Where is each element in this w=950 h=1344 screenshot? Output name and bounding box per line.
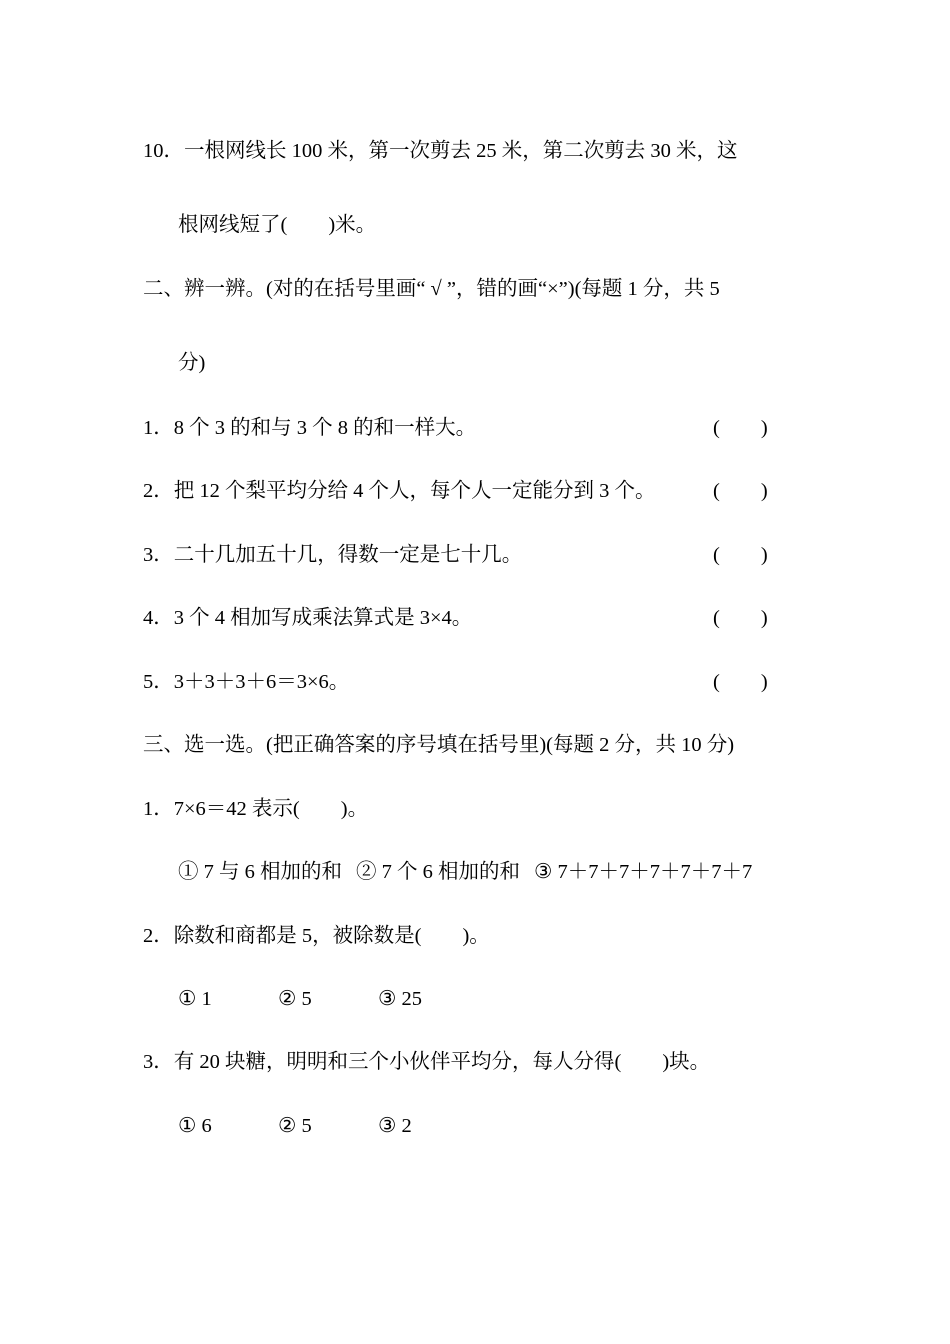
choice-question-1: 1．7×6＝42 表示( )。 bbox=[143, 798, 369, 820]
option-2[interactable]: ② 5 bbox=[278, 1115, 312, 1137]
option-3[interactable]: ③ 2 bbox=[378, 1115, 412, 1137]
section2-heading: 二、辨一辨。(对的在括号里画“ √ ”，错的画“×”)(每题 1 分，共 5 bbox=[143, 278, 720, 300]
judge-item-3: 3．二十几加五十几，得数一定是七十几。 bbox=[143, 544, 523, 566]
choice-options-1 bbox=[178, 862, 752, 883]
judge-item-5: 5．3＋3＋3＋6＝3×6。 bbox=[143, 671, 350, 693]
judge-item-1: 1．8 个 3 的和与 3 个 8 的和一样大。 bbox=[143, 417, 477, 439]
choice-question-2: 2．除数和商都是 5，被除数是( )。 bbox=[143, 925, 490, 947]
option-1[interactable]: ① 6 bbox=[178, 1115, 212, 1137]
section3-heading: 三、选一选。(把正确答案的序号填在括号里)(每题 2 分，共 10 分) bbox=[143, 734, 735, 756]
choice-question-3: 3．有 20 块糖，明明和三个小伙伴平均分，每人分得( )块。 bbox=[143, 1051, 711, 1073]
judge-answer-4[interactable]: ( ) bbox=[713, 607, 768, 629]
q10-line1: 10．一根网线长 100 米，第一次剪去 25 米，第二次剪去 30 米，这 bbox=[143, 140, 738, 162]
section2-heading-cont: 分) bbox=[178, 352, 206, 374]
option-1[interactable]: ① 1 bbox=[178, 988, 212, 1010]
option-2[interactable]: ② 7 个 6 相加的和 bbox=[356, 861, 520, 883]
option-1[interactable]: ① 7 与 6 相加的和 bbox=[178, 861, 342, 883]
q10-line2: 根网线短了( )米。 bbox=[178, 214, 377, 236]
choice-options-3 bbox=[178, 1116, 412, 1137]
judge-answer-3[interactable]: ( ) bbox=[713, 544, 768, 566]
option-2[interactable]: ② 5 bbox=[278, 988, 312, 1010]
judge-answer-5[interactable]: ( ) bbox=[713, 671, 768, 693]
judge-answer-1[interactable]: ( ) bbox=[713, 417, 768, 439]
option-3[interactable]: ③ 7＋7＋7＋7＋7＋7＋7 bbox=[534, 861, 753, 883]
option-3[interactable]: ③ 25 bbox=[378, 988, 423, 1010]
judge-item-4: 4．3 个 4 相加写成乘法算式是 3×4。 bbox=[143, 607, 473, 629]
judge-item-2: 2．把 12 个梨平均分给 4 个人，每个人一定能分到 3 个。 bbox=[143, 480, 656, 502]
choice-options-2 bbox=[178, 989, 422, 1010]
judge-answer-2[interactable]: ( ) bbox=[713, 480, 768, 502]
